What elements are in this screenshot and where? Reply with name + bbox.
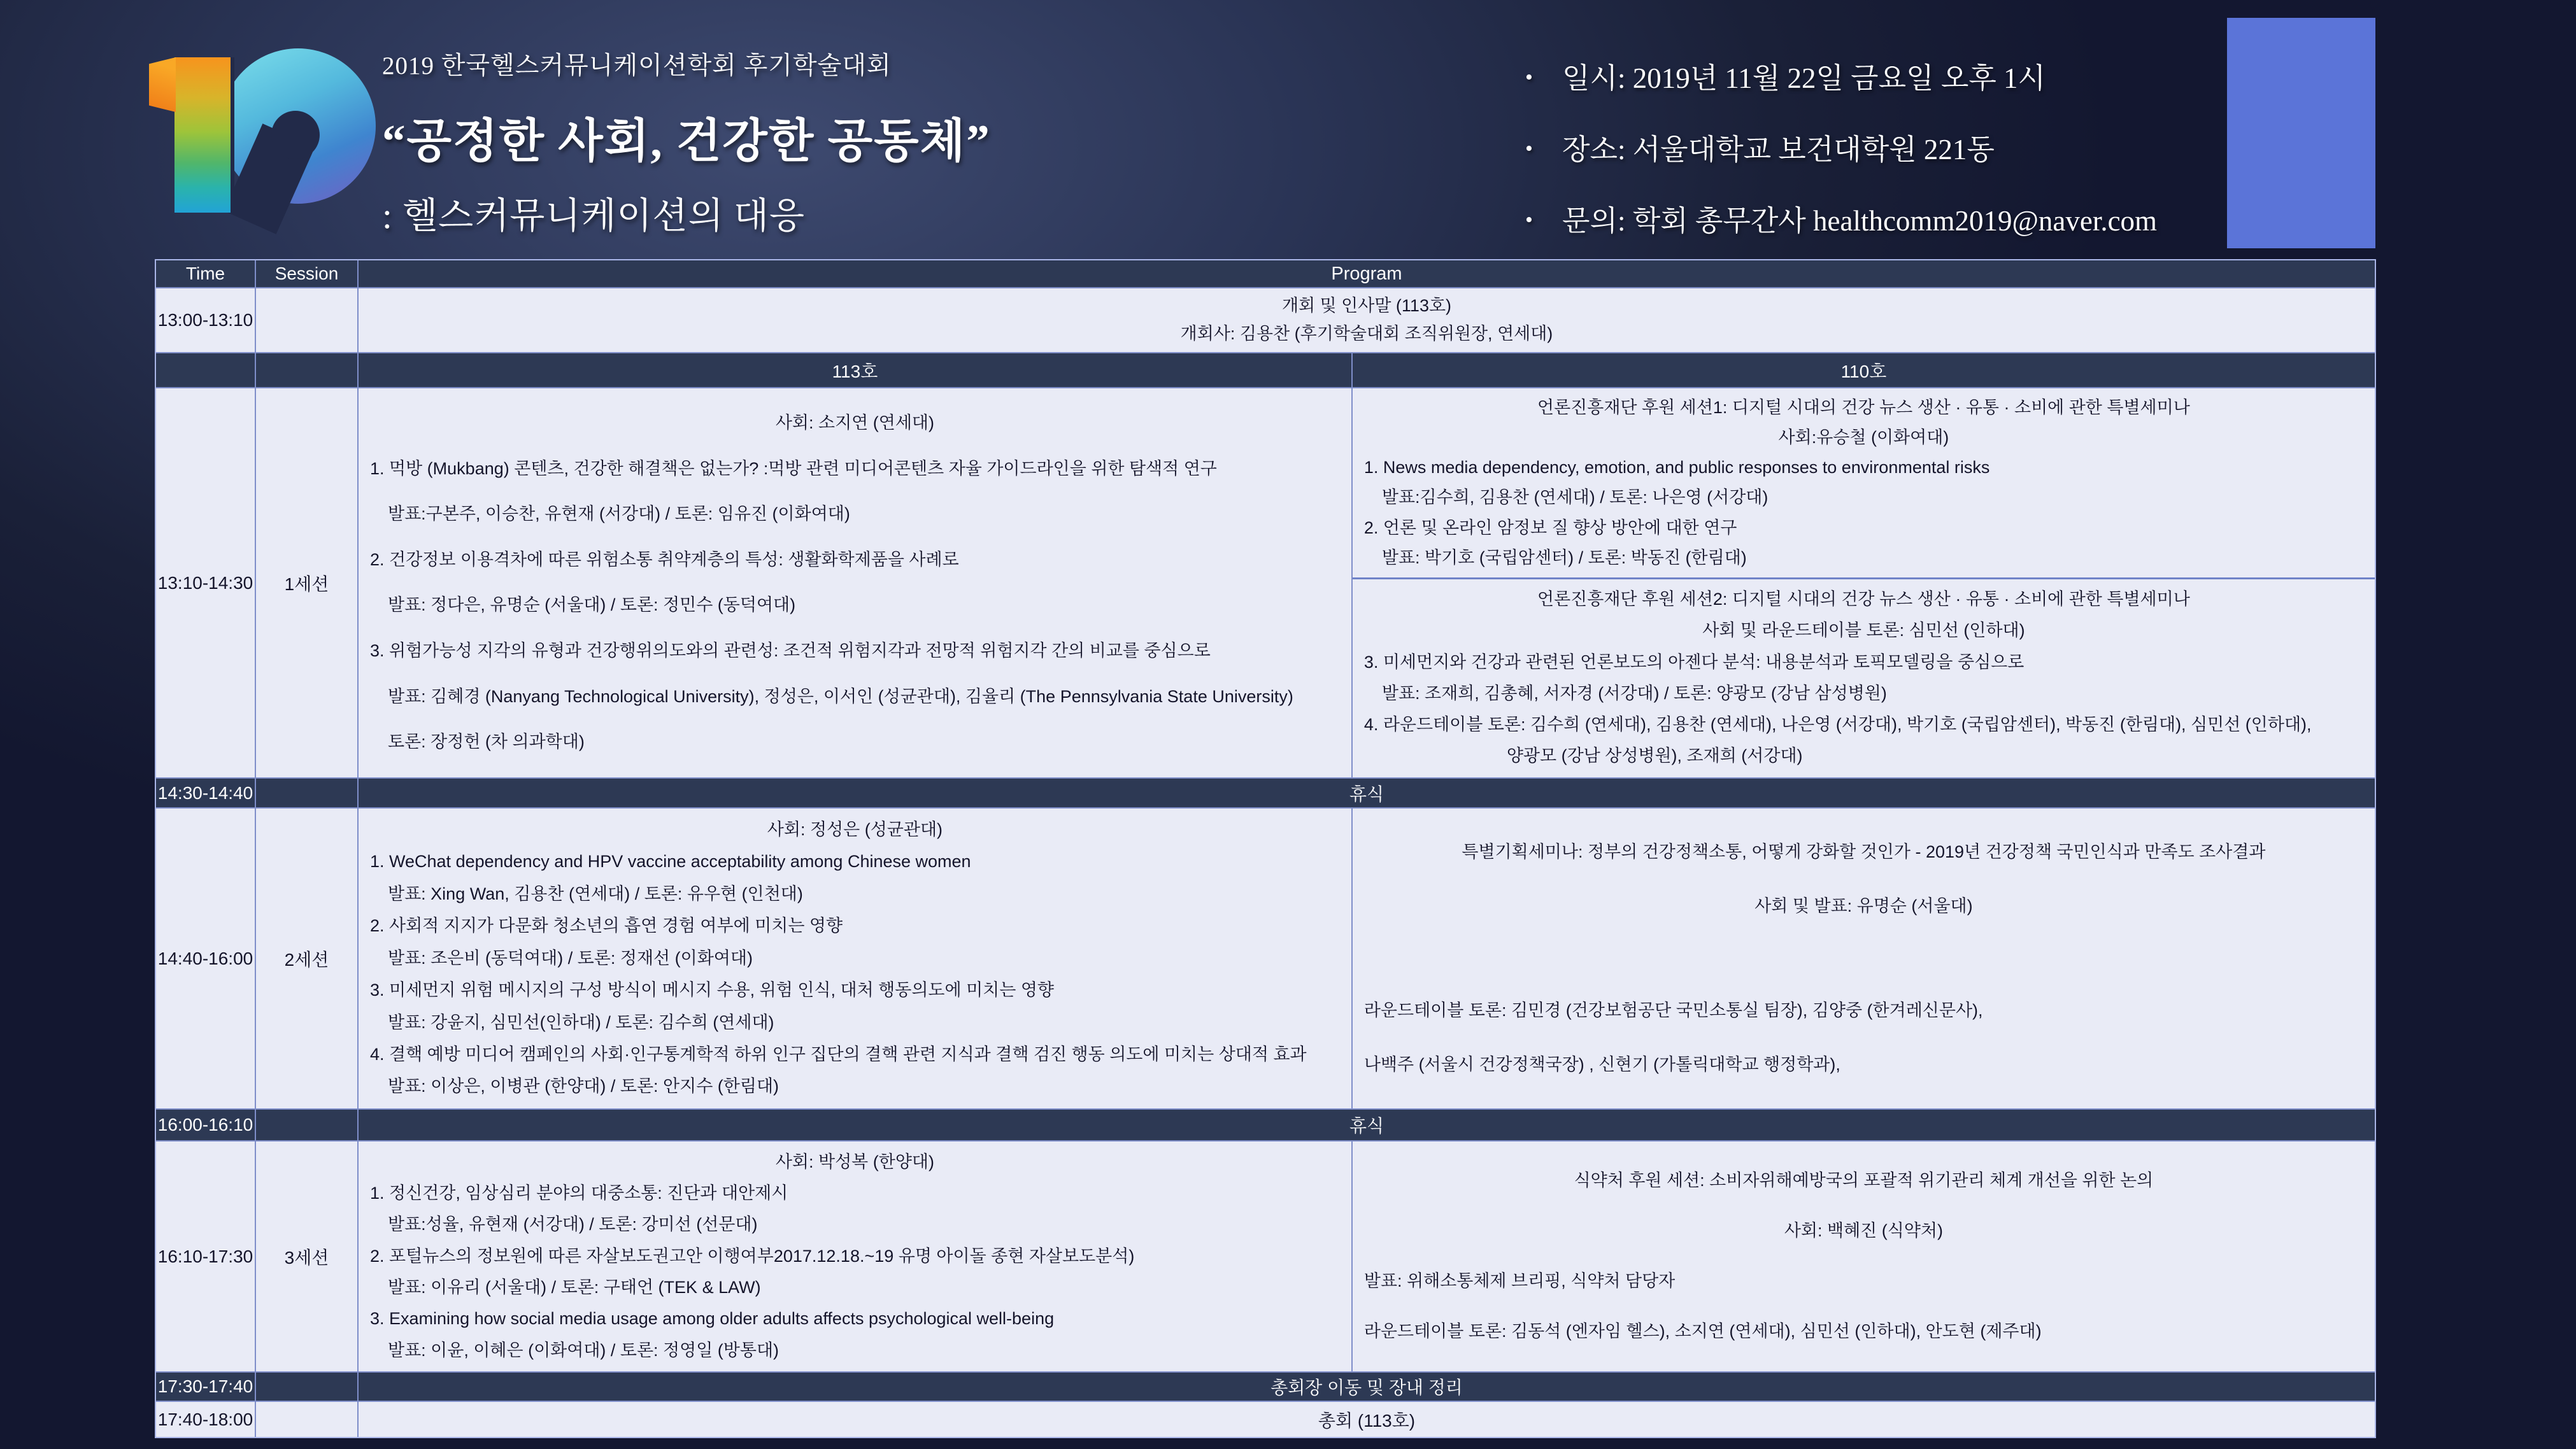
room-110-program xyxy=(1353,809,2375,1108)
discussant-line: 토론: 장정헌 (차 의과학대) xyxy=(388,732,585,752)
program-cell xyxy=(359,288,2375,352)
poster-title: “공정한 사회, 건강한 공동체” xyxy=(382,115,991,167)
info-location xyxy=(1525,126,2157,167)
schedule-row-opening xyxy=(156,288,2375,353)
schedule-row-break1 xyxy=(156,779,2375,809)
schedule-row-closing xyxy=(156,1402,2375,1437)
presenter-line: 발표: 정다은, 유명순 (서울대) / 토론: 정민수 (동덕여대) xyxy=(388,595,796,615)
presenter-line: 발표: 조재희, 김총혜, 서자경 (서강대) / 토론: 양광모 (강남 삼성병원) xyxy=(1381,683,1887,703)
table-header-row xyxy=(156,260,2375,288)
chair-line: 사회: 박성복 (한양대) xyxy=(775,1152,934,1171)
special-seminar-2 xyxy=(1353,579,2375,777)
roundtable-line-cont: 양광모 (강남 상성병원), 조재희 (서강대) xyxy=(1506,746,1803,765)
paper-title: 3. 위험가능성 지각의 유형과 건강행위의도와의 관련성: 조건적 위험지각과 전망적 위험지각 간의 비교를 중심으로 xyxy=(370,641,1211,660)
session-cell xyxy=(256,1373,359,1401)
chair-line: 사회: 소지연 (연세대) xyxy=(775,413,934,432)
info-contact-email: 문의: 학회 총무간사 healthcomm2019@naver.com xyxy=(1562,205,2158,237)
session-cell xyxy=(256,288,359,352)
presenter-line: 발표: 이상은, 이병관 (한양대) / 토론: 안지수 (한림대) xyxy=(388,1077,779,1096)
room-110-program xyxy=(1353,1142,2375,1371)
session-cell xyxy=(256,779,359,807)
bullet-icon: • xyxy=(1525,208,1533,232)
opening-speaker: 개회사: 김용찬 (후기학술대회 조직위원장, 연세대) xyxy=(1180,324,1553,344)
paper-title: 2. 포털뉴스의 정보원에 따른 자살보도권고안 이행여부2017.12.18.~19 유명 아이돌 종현 자살보도분석) xyxy=(370,1246,1135,1266)
time-cell xyxy=(156,353,256,387)
room-113-program xyxy=(359,1142,1353,1371)
paper-title: 2. 사회적 지지가 다문화 청소년의 흡연 경험 여부에 미치는 영향 xyxy=(370,916,843,936)
chair-line: 사회 및 라운드테이블 토론: 심민선 (인하대) xyxy=(1702,621,2025,640)
time-cell: 17:30-17:40 xyxy=(156,1373,256,1401)
paper-title: 1. 정신건강, 임상심리 분야의 대중소통: 진단과 대안제시 xyxy=(370,1183,788,1203)
roundtable-line: 라운드테이블 토론: 김동석 (엔자임 헬스), 소지연 (연세대), 심민선 (인하대), 안도현 (제주대) xyxy=(1363,1322,2042,1341)
chair-line: 사회: 정성은 (성균관대) xyxy=(767,819,943,839)
chair-line: 사회: 백혜진 (식약처) xyxy=(1784,1221,1943,1241)
presenter-line: 발표: 박기호 (국립암센터) / 토론: 박동진 (한림대) xyxy=(1381,548,1747,567)
presenter-line: 발표: 강윤지, 심민선(인하대) / 토론: 김수희 (연세대) xyxy=(388,1012,774,1032)
schedule-row-break2 xyxy=(156,1110,2375,1142)
seminar-title: 식약처 후원 세션: 소비자위해예방국의 포괄적 위기관리 체계 개선을 위한 논의 xyxy=(1574,1171,2154,1191)
conference-name: 2019 한국헬스커뮤니케이션학회 후기학술대회 xyxy=(382,52,892,80)
presenter-line: 발표:구본주, 이승찬, 유현재 (서강대) / 토론: 임유진 (이화여대) xyxy=(388,504,850,524)
bullet-icon: • xyxy=(1525,66,1533,89)
time-cell: 14:30-14:40 xyxy=(156,779,256,807)
anniversary-10-logo xyxy=(152,42,368,258)
schedule-row-session2 xyxy=(156,809,2375,1110)
info-location-text: 장소: 서울대학교 보건대학원 221동 xyxy=(1562,134,1995,166)
chair-line: 사회:유승철 (이화여대) xyxy=(1778,427,1949,447)
room-header-110: 110호 xyxy=(1840,361,1887,381)
schedule-row-session1 xyxy=(156,388,2375,779)
bullet-icon: • xyxy=(1525,137,1533,160)
presenter-line: 발표: 위해소통체제 브리핑, 식약처 담당자 xyxy=(1363,1271,1676,1291)
session-cell: 1세션 xyxy=(256,388,359,777)
time-cell: 13:00-13:10 xyxy=(156,288,256,352)
room-113-program xyxy=(359,809,1353,1108)
seminar-title: 언론진흥재단 후원 세션1: 디지털 시대의 건강 뉴스 생산 · 유통 · 소비에 관한 특별세미나 xyxy=(1537,397,2190,417)
special-seminar-1 xyxy=(1353,388,2375,579)
presenter-line: 발표:김수희, 김용찬 (연세대) / 토론: 나은영 (서강대) xyxy=(1381,488,1768,507)
room-header-113: 113호 xyxy=(359,353,1353,387)
program-cell xyxy=(359,353,2375,387)
poster-subtitle: : 헬스커뮤니케이션의 대응 xyxy=(382,196,806,236)
column-header-program: Program xyxy=(1331,263,1402,284)
presenter-line: 발표: 김혜경 (Nanyang Technological University), 정성은, 이서인 (성균관대), 김율리 (The Pennsylvania State University) xyxy=(388,686,1293,706)
program-cell xyxy=(359,1142,2375,1371)
presenter-line: 발표:성율, 유현재 (서강대) / 토론: 강미선 (선문대) xyxy=(388,1215,758,1234)
spacer-line xyxy=(1359,950,2368,967)
closing-label: 총회 (113호) xyxy=(1318,1410,1416,1431)
logo-one-bar xyxy=(174,57,231,213)
room-113-program xyxy=(359,388,1353,777)
seminar-title: 특별기획세미나: 정부의 건강정책소통, 어떻게 강화할 것인가 - 2019년 건강정책 국민인식과 만족도 조사결과 xyxy=(1462,842,2266,861)
paper-title: 3. Examining how social media usage among older adults affects psychological well-being xyxy=(370,1309,1055,1329)
logo-zero-hole xyxy=(271,111,320,159)
chair-line: 사회 및 발표: 유명순 (서울대) xyxy=(1754,896,1973,915)
logo-one-flag xyxy=(149,57,176,112)
time-cell: 16:00-16:10 xyxy=(156,1110,256,1140)
roundtable-line: 라운드테이블 토론: 김민경 (건강보험공단 국민소통실 팀장), 김양중 (한겨레신문사), xyxy=(1363,1000,1983,1020)
column-header-session: Session xyxy=(256,260,359,287)
session-cell xyxy=(256,1110,359,1140)
presenter-line: 발표: Xing Wan, 김용찬 (연세대) / 토론: 유우현 (인천대) xyxy=(388,884,803,903)
column-header-time: Time xyxy=(156,260,256,287)
session-cell xyxy=(256,1402,359,1437)
time-cell: 13:10-14:30 xyxy=(156,388,256,777)
session-cell xyxy=(256,353,359,387)
session-cell: 2세션 xyxy=(256,809,359,1108)
opening-title: 개회 및 인사말 (113호) xyxy=(1281,295,1452,315)
presenter-line: 발표: 조은비 (동덕여대) / 토론: 정재선 (이화여대) xyxy=(388,948,753,968)
paper-title: 1. News media dependency, emotion, and public responses to environmental risks xyxy=(1363,458,1990,477)
seminar-title: 언론진흥재단 후원 세션2: 디지털 시대의 건강 뉴스 생산 · 유통 · 소비에 관한 특별세미나 xyxy=(1537,590,2190,609)
break-label: 휴식 xyxy=(1349,1116,1384,1136)
move-label: 총회장 이동 및 장내 정리 xyxy=(1270,1378,1463,1397)
room-110-program xyxy=(1353,388,2375,777)
schedule-row-session3 xyxy=(156,1142,2375,1373)
event-info-list xyxy=(1525,55,2157,269)
paper-title: 1. 먹방 (Mukbang) 콘텐츠, 건강한 해결책은 없는가? :먹방 관련 미디어콘텐츠 자율 가이드라인을 위한 탐색적 연구 xyxy=(370,458,1217,478)
program-cell xyxy=(359,809,2375,1108)
paper-title: 2. 건강정보 이용격차에 따른 위험소통 취약계층의 특성: 생활화학제품을 사례로 xyxy=(370,549,959,569)
time-cell: 16:10-17:30 xyxy=(156,1142,256,1371)
schedule-row-move xyxy=(156,1373,2375,1402)
paper-title: 3. 미세먼지 위험 메시지의 구성 방식이 메시지 수용, 위험 인식, 대처 행동의도에 미치는 영향 xyxy=(370,980,1054,1000)
roundtable-line: 4. 라운드테이블 토론: 김수희 (연세대), 김용찬 (연세대), 나은영 (서강대), 박기호 (국립암센터), 박동진 (한림대), 심민선 (인하대), xyxy=(1363,714,2312,734)
program-cell xyxy=(359,388,2375,777)
time-cell: 14:40-16:00 xyxy=(156,809,256,1108)
title-block xyxy=(382,46,991,239)
paper-title: 3. 미세먼지와 건강과 관련된 언론보도의 아젠다 분석: 내용분석과 토픽모델링을 중심으로 xyxy=(1363,652,2025,672)
break-label: 휴식 xyxy=(1349,784,1384,804)
roundtable-line-cont: 나백주 (서울시 건강정책국장) , 신현기 (가톨릭대학교 행정학과), xyxy=(1363,1054,1840,1074)
info-datetime-text: 일시: 2019년 11월 22일 금요일 오후 1시 xyxy=(1562,62,2046,94)
accent-rectangle xyxy=(2227,18,2375,248)
session-cell: 3세션 xyxy=(256,1142,359,1371)
presenter-line: 발표: 이윤, 이혜은 (이화여대) / 토론: 정영일 (방통대) xyxy=(388,1340,779,1360)
info-datetime xyxy=(1525,55,2157,96)
paper-title: 1. WeChat dependency and HPV vaccine acceptability among Chinese women xyxy=(370,852,971,872)
program-schedule-table xyxy=(155,259,2376,1438)
paper-title: 4. 결핵 예방 미디어 캠페인의 사회·인구통계학적 하위 인구 집단의 결핵 관련 지식과 결핵 검진 행동 의도에 미치는 상대적 효과 xyxy=(370,1045,1307,1064)
paper-title: 2. 언론 및 온라인 암정보 질 향상 방안에 대한 연구 xyxy=(1363,518,1737,537)
room-header-row xyxy=(156,353,2375,388)
time-cell: 17:40-18:00 xyxy=(156,1402,256,1437)
info-contact xyxy=(1525,197,2157,239)
presenter-line: 발표: 이유리 (서울대) / 토론: 구태언 (TEK & LAW) xyxy=(388,1277,761,1297)
